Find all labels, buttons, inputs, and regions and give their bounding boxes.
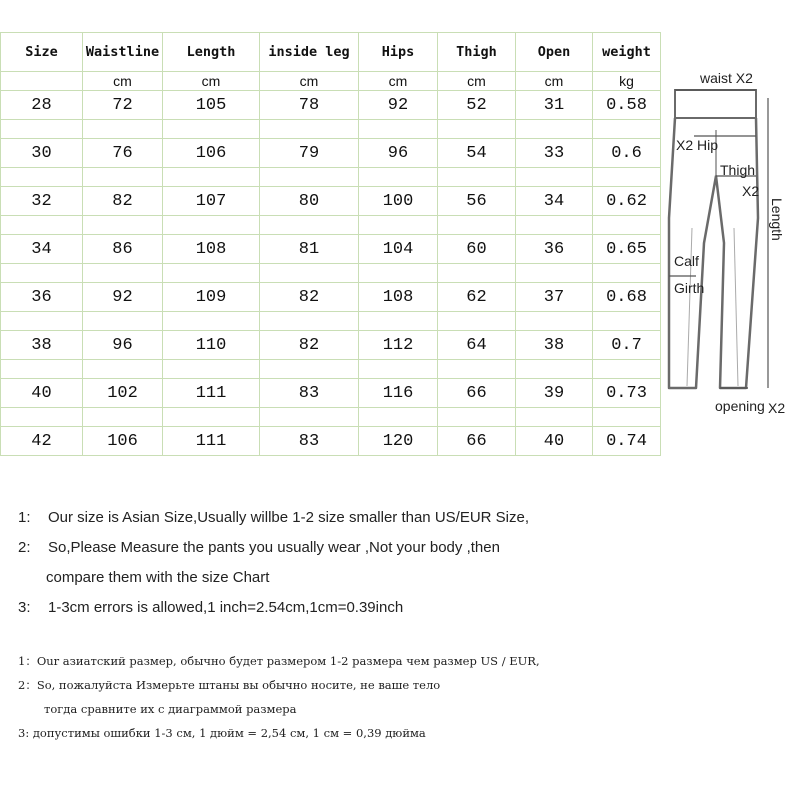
note-number: 3: <box>18 599 31 616</box>
size-cell: 38 <box>1 331 83 360</box>
value-cell: 60 <box>438 235 516 264</box>
value-cell: 0.62 <box>593 187 661 216</box>
value-cell: 0.73 <box>593 379 661 408</box>
value-cell: 116 <box>359 379 438 408</box>
note-number: 1: <box>18 509 31 526</box>
spacer-cell <box>260 120 359 139</box>
unit-cell: cm <box>516 72 593 91</box>
value-cell: 0.7 <box>593 331 661 360</box>
hip-label: X2 Hip <box>676 137 719 153</box>
left-leg-inner-line <box>687 228 692 386</box>
spacer-cell <box>516 408 593 427</box>
spacer-cell <box>1 168 83 187</box>
value-cell: 92 <box>359 91 438 120</box>
note-line <box>18 538 788 568</box>
spacer-cell <box>1 360 83 379</box>
value-cell: 34 <box>516 187 593 216</box>
opening-label: opening <box>715 398 765 414</box>
spacer-cell <box>163 120 260 139</box>
table-row <box>1 379 661 408</box>
value-cell: 112 <box>359 331 438 360</box>
spacer-cell <box>359 120 438 139</box>
value-cell: 82 <box>260 283 359 312</box>
value-cell: 66 <box>438 379 516 408</box>
value-cell: 107 <box>163 187 260 216</box>
spacer-cell <box>516 312 593 331</box>
spacer-cell <box>359 168 438 187</box>
header-cell: Open <box>516 33 593 72</box>
spacer-row <box>1 312 661 331</box>
value-cell: 56 <box>438 187 516 216</box>
spacer-cell <box>260 360 359 379</box>
spacer-row <box>1 216 661 235</box>
value-cell: 78 <box>260 91 359 120</box>
spacer-row <box>1 264 661 283</box>
spacer-cell <box>516 360 593 379</box>
unit-cell: cm <box>359 72 438 91</box>
pants-measurement-diagram <box>660 68 800 430</box>
header-cell: inside leg <box>260 33 359 72</box>
value-cell: 108 <box>163 235 260 264</box>
spacer-cell <box>359 360 438 379</box>
pants-waistband <box>675 90 756 118</box>
right-leg-inner-line <box>734 228 738 386</box>
unit-cell: cm <box>260 72 359 91</box>
spacer-cell <box>83 216 163 235</box>
spacer-cell <box>1 264 83 283</box>
spacer-cell <box>593 120 661 139</box>
value-cell: 0.65 <box>593 235 661 264</box>
girth-label: Girth <box>674 280 705 296</box>
value-cell: 36 <box>516 235 593 264</box>
spacer-cell <box>83 264 163 283</box>
value-cell: 96 <box>83 331 163 360</box>
unit-cell: cm <box>83 72 163 91</box>
value-cell: 102 <box>83 379 163 408</box>
value-cell: 52 <box>438 91 516 120</box>
ru-note-line: 2：So, пожалуйста Измерьте штаны вы обычно носите, не ваше тело <box>18 678 441 692</box>
spacer-cell <box>260 168 359 187</box>
value-cell: 72 <box>83 91 163 120</box>
value-cell: 100 <box>359 187 438 216</box>
spacer-cell <box>516 168 593 187</box>
spacer-cell <box>593 216 661 235</box>
note-number: 2: <box>18 539 31 556</box>
spacer-cell <box>438 408 516 427</box>
value-cell: 66 <box>438 427 516 456</box>
ru-note-line: 1：Our азиатский размер, обычно будет размером 1-2 размера чем размер US / EUR, <box>18 654 540 668</box>
value-cell: 80 <box>260 187 359 216</box>
note-text: compare them with the size Chart <box>46 569 270 586</box>
spacer-cell <box>163 168 260 187</box>
spacer-cell <box>260 216 359 235</box>
thigh-label: Thigh <box>720 162 756 178</box>
header-cell: Thigh <box>438 33 516 72</box>
unit-cell: cm <box>438 72 516 91</box>
spacer-cell <box>163 264 260 283</box>
spacer-cell <box>1 216 83 235</box>
spacer-cell <box>438 360 516 379</box>
value-cell: 38 <box>516 331 593 360</box>
header-cell: Size <box>1 33 83 72</box>
spacer-cell <box>83 360 163 379</box>
value-cell: 0.58 <box>593 91 661 120</box>
value-cell: 83 <box>260 427 359 456</box>
spacer-cell <box>359 264 438 283</box>
spacer-cell <box>516 216 593 235</box>
size-chart-table-wrapper <box>0 32 660 456</box>
spacer-cell <box>593 408 661 427</box>
value-cell: 106 <box>163 139 260 168</box>
calf-label: Calf <box>674 253 699 269</box>
value-cell: 110 <box>163 331 260 360</box>
spacer-cell <box>516 120 593 139</box>
note-line <box>18 568 788 598</box>
value-cell: 105 <box>163 91 260 120</box>
spacer-cell <box>83 120 163 139</box>
size-cell: 30 <box>1 139 83 168</box>
unit-cell: kg <box>593 72 661 91</box>
size-cell: 42 <box>1 427 83 456</box>
note-text: Our size is Asian Size,Usually willbe 1-2 size smaller than US/EUR Size, <box>48 509 530 526</box>
spacer-cell <box>83 312 163 331</box>
english-notes <box>18 508 788 628</box>
value-cell: 54 <box>438 139 516 168</box>
header-row <box>1 33 661 72</box>
russian-notes <box>18 652 788 748</box>
table-row <box>1 91 661 120</box>
header-cell: Length <box>163 33 260 72</box>
unit-row <box>1 72 661 91</box>
spacer-cell <box>1 312 83 331</box>
table-row <box>1 139 661 168</box>
value-cell: 81 <box>260 235 359 264</box>
value-cell: 104 <box>359 235 438 264</box>
spacer-row <box>1 168 661 187</box>
value-cell: 111 <box>163 379 260 408</box>
table-row <box>1 427 661 456</box>
opening-x2-label: X2 <box>768 400 786 416</box>
spacer-cell <box>1 120 83 139</box>
table-row <box>1 283 661 312</box>
table-row <box>1 235 661 264</box>
value-cell: 40 <box>516 427 593 456</box>
size-cell: 40 <box>1 379 83 408</box>
spacer-cell <box>438 168 516 187</box>
table-row <box>1 331 661 360</box>
note-text: 1-3cm errors is allowed,1 inch=2.54cm,1cm=0.39inch <box>48 599 404 616</box>
value-cell: 83 <box>260 379 359 408</box>
spacer-cell <box>593 312 661 331</box>
value-cell: 79 <box>260 139 359 168</box>
size-cell: 36 <box>1 283 83 312</box>
note-line <box>18 598 788 628</box>
value-cell: 62 <box>438 283 516 312</box>
value-cell: 96 <box>359 139 438 168</box>
value-cell: 33 <box>516 139 593 168</box>
value-cell: 0.74 <box>593 427 661 456</box>
value-cell: 31 <box>516 91 593 120</box>
size-chart-table <box>0 32 661 456</box>
value-cell: 120 <box>359 427 438 456</box>
spacer-cell <box>359 312 438 331</box>
header-cell: weight <box>593 33 661 72</box>
spacer-cell <box>260 264 359 283</box>
spacer-cell <box>260 312 359 331</box>
value-cell: 86 <box>83 235 163 264</box>
header-cell: Waistline <box>83 33 163 72</box>
value-cell: 0.6 <box>593 139 661 168</box>
value-cell: 82 <box>83 187 163 216</box>
spacer-cell <box>163 360 260 379</box>
value-cell: 39 <box>516 379 593 408</box>
ru-note-line: тогда сравните их с диаграммой размера <box>44 702 297 716</box>
note-line <box>18 508 788 538</box>
spacer-cell <box>163 408 260 427</box>
length-label: Length <box>769 198 785 241</box>
spacer-cell <box>359 408 438 427</box>
size-cell: 28 <box>1 91 83 120</box>
spacer-cell <box>83 168 163 187</box>
spacer-cell <box>83 408 163 427</box>
value-cell: 106 <box>83 427 163 456</box>
spacer-cell <box>593 264 661 283</box>
spacer-cell <box>593 360 661 379</box>
value-cell: 111 <box>163 427 260 456</box>
thigh-x2-label: X2 <box>742 183 760 199</box>
spacer-cell <box>359 216 438 235</box>
value-cell: 64 <box>438 331 516 360</box>
spacer-cell <box>438 264 516 283</box>
note-text: So,Please Measure the pants you usually wear ,Not your body ,then <box>48 539 500 556</box>
spacer-cell <box>516 264 593 283</box>
value-cell: 109 <box>163 283 260 312</box>
spacer-cell <box>260 408 359 427</box>
header-cell: Hips <box>359 33 438 72</box>
spacer-row <box>1 360 661 379</box>
value-cell: 0.68 <box>593 283 661 312</box>
spacer-cell <box>438 216 516 235</box>
table-row <box>1 187 661 216</box>
value-cell: 37 <box>516 283 593 312</box>
spacer-row <box>1 120 661 139</box>
spacer-cell <box>163 312 260 331</box>
value-cell: 82 <box>260 331 359 360</box>
value-cell: 108 <box>359 283 438 312</box>
ru-note-line: 3: допустимы ошибки 1-3 см, 1 дюйм = 2,54 см, 1 см = 0,39 дюйма <box>18 726 426 740</box>
size-cell: 32 <box>1 187 83 216</box>
spacer-cell <box>438 120 516 139</box>
unit-cell: cm <box>163 72 260 91</box>
unit-cell <box>1 72 83 91</box>
size-cell: 34 <box>1 235 83 264</box>
value-cell: 92 <box>83 283 163 312</box>
spacer-row <box>1 408 661 427</box>
spacer-cell <box>593 168 661 187</box>
spacer-cell <box>163 216 260 235</box>
spacer-cell <box>438 312 516 331</box>
waist-label: waist X2 <box>700 70 753 86</box>
spacer-cell <box>1 408 83 427</box>
value-cell: 76 <box>83 139 163 168</box>
